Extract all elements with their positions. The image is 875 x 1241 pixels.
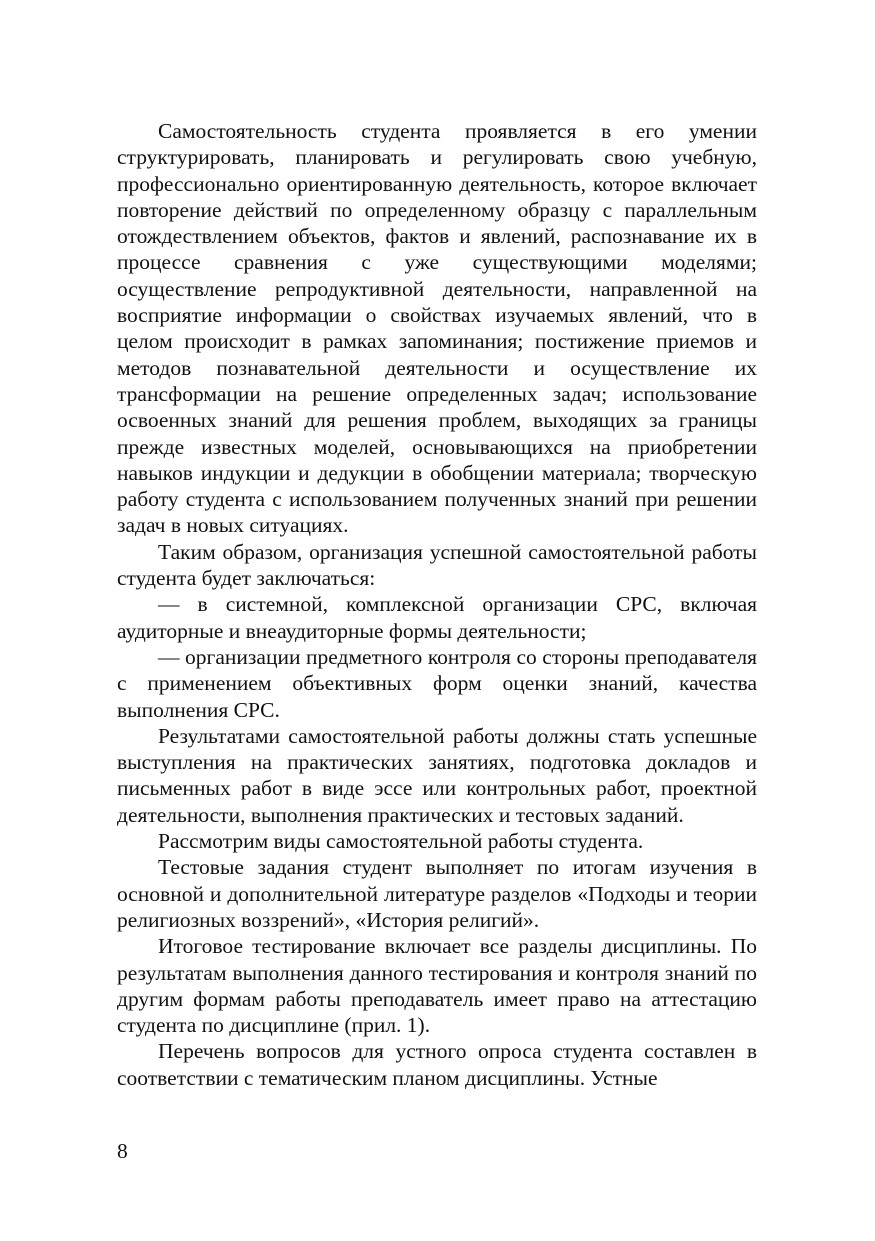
paragraph-results: Результатами самостоятельной работы должны стать успешные выступления на практических занятиях, подготовка докладов и письменных работ в виде эссе или контрольных работ, проектной деятельности, выполнения практических и тестовых заданий. xyxy=(117,723,757,827)
list-item-systemic-organization: — в системной, комплексной организации СРС, включая аудиторные и внеаудиторные формы деятельности; xyxy=(117,592,757,643)
page-number: 8 xyxy=(117,1139,128,1163)
paragraph-independence-definition: Самостоятельность студента проявляется в его умении структурировать, планировать и регулировать свою учебную, профессионально ориентированную деятельность, которое включает повторение действий по определенному образцу с параллельным отождествлением объектов, фактов и явлений, распознавание их в процессе сравнения с уже существующими моделями; осуществление репродуктивной деятельности, направленной на восприятие информации о свойствах изучаемых явлений, что в целом происходит в рамках запоминания; постижение приемов и методов познавательной деятельности и осуществление их трансформации на решение определенных задач; использование освоенных знаний для решения проблем, выходящих за границы прежде известных моделей, основывающихся на приобретении навыков индукции и дедукции в обобщении материала; творческую работу студента с использованием полученных знаний при решении задач в новых ситуациях. xyxy=(117,119,757,538)
paragraph-organization-intro: Таким образом, организация успешной самостоятельной работы студента будет заключаться: xyxy=(117,539,757,591)
page-body xyxy=(117,118,757,1091)
paragraph-types-of-work: Рассмотрим виды самостоятельной работы студента. xyxy=(158,829,644,854)
paragraph-test-tasks: Тестовые задания студент выполняет по итогам изучения в основной и дополнительной литературе разделов «Подходы и теории религиозных воззрений», «История религий». xyxy=(117,855,757,932)
paragraph-final-testing: Итоговое тестирование включает все разделы дисциплины. По результатам выполнения данного тестирования и контроля знаний по другим формам работы преподаватель имеет право на аттестацию студента по дисциплине (прил. 1). xyxy=(117,934,757,1038)
paragraph-oral-questions: Перечень вопросов для устного опроса студента составлен в соответствии с тематическим планом дисциплины. Устные xyxy=(117,1039,757,1090)
list-item-subject-control: — организации предметного контроля со стороны преподавателя с применением объективных форм оценки знаний, качества выполнения СРС. xyxy=(117,644,757,722)
